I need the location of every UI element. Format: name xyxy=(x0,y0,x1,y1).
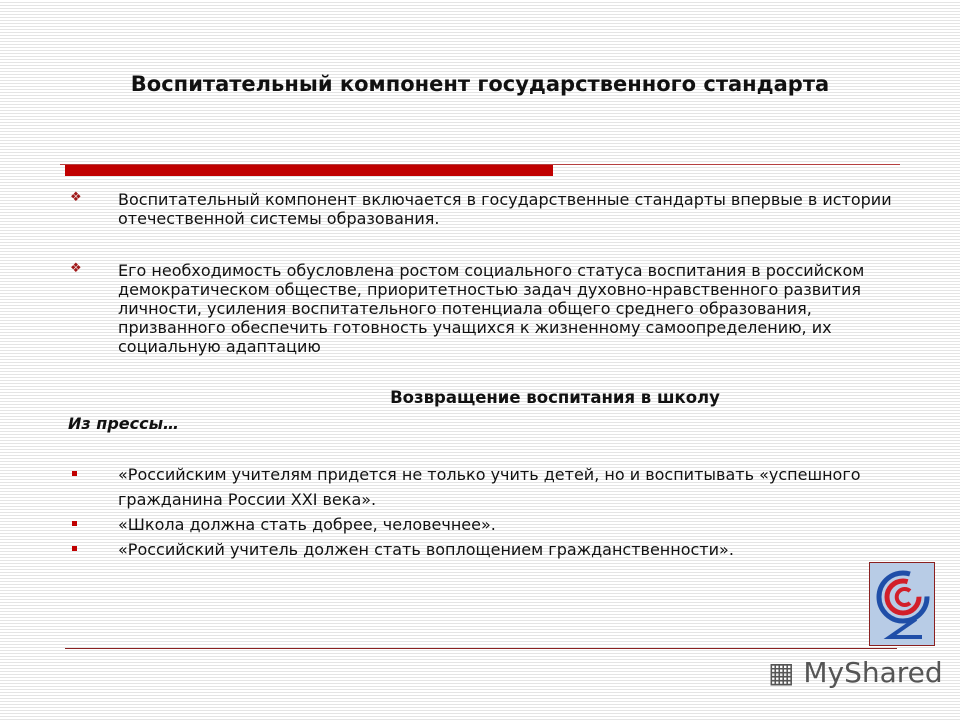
slide-title: Воспитательный компонент государственного стандарта xyxy=(130,72,830,96)
diamond-bullet-icon: ❖ xyxy=(70,190,82,205)
subtitle: Возвращение воспитания в школу xyxy=(390,388,720,407)
quote-text: «Школа должна стать добрее, человечнее». xyxy=(118,515,496,534)
presentation-icon: ▦ xyxy=(768,656,795,689)
bullet-text: Воспитательный компонент включается в государственные стандарты впервые в истории отечественной системы образования. xyxy=(118,190,892,228)
myshared-watermark xyxy=(768,656,943,689)
emblem-logo xyxy=(869,562,935,646)
footer-line xyxy=(65,648,897,649)
quote-text: «Российским учителям придется не только учить детей, но и воспитывать «успешного гражданина России XXI века». xyxy=(118,465,861,509)
accent-bar xyxy=(65,165,553,176)
bullet-text: Его необходимость обусловлена ростом социального статуса воспитания в российском демократическом обществе, приоритетностью задач духовно-нравственного развития личности, усиления воспитательного потенциала общего среднего образования, призванного обеспечить готовность учащихся к жизненному самоопределению, их социальную адаптацию xyxy=(118,261,865,356)
watermark-text: MyShared xyxy=(803,656,943,689)
square-bullet-icon xyxy=(72,471,77,476)
square-bullet-icon xyxy=(72,546,77,551)
diamond-bullet-icon: ❖ xyxy=(70,261,82,276)
press-label: Из прессы… xyxy=(68,414,180,433)
square-bullet-icon xyxy=(72,521,77,526)
quote-text: «Российский учитель должен стать воплощением гражданственности». xyxy=(118,540,734,559)
